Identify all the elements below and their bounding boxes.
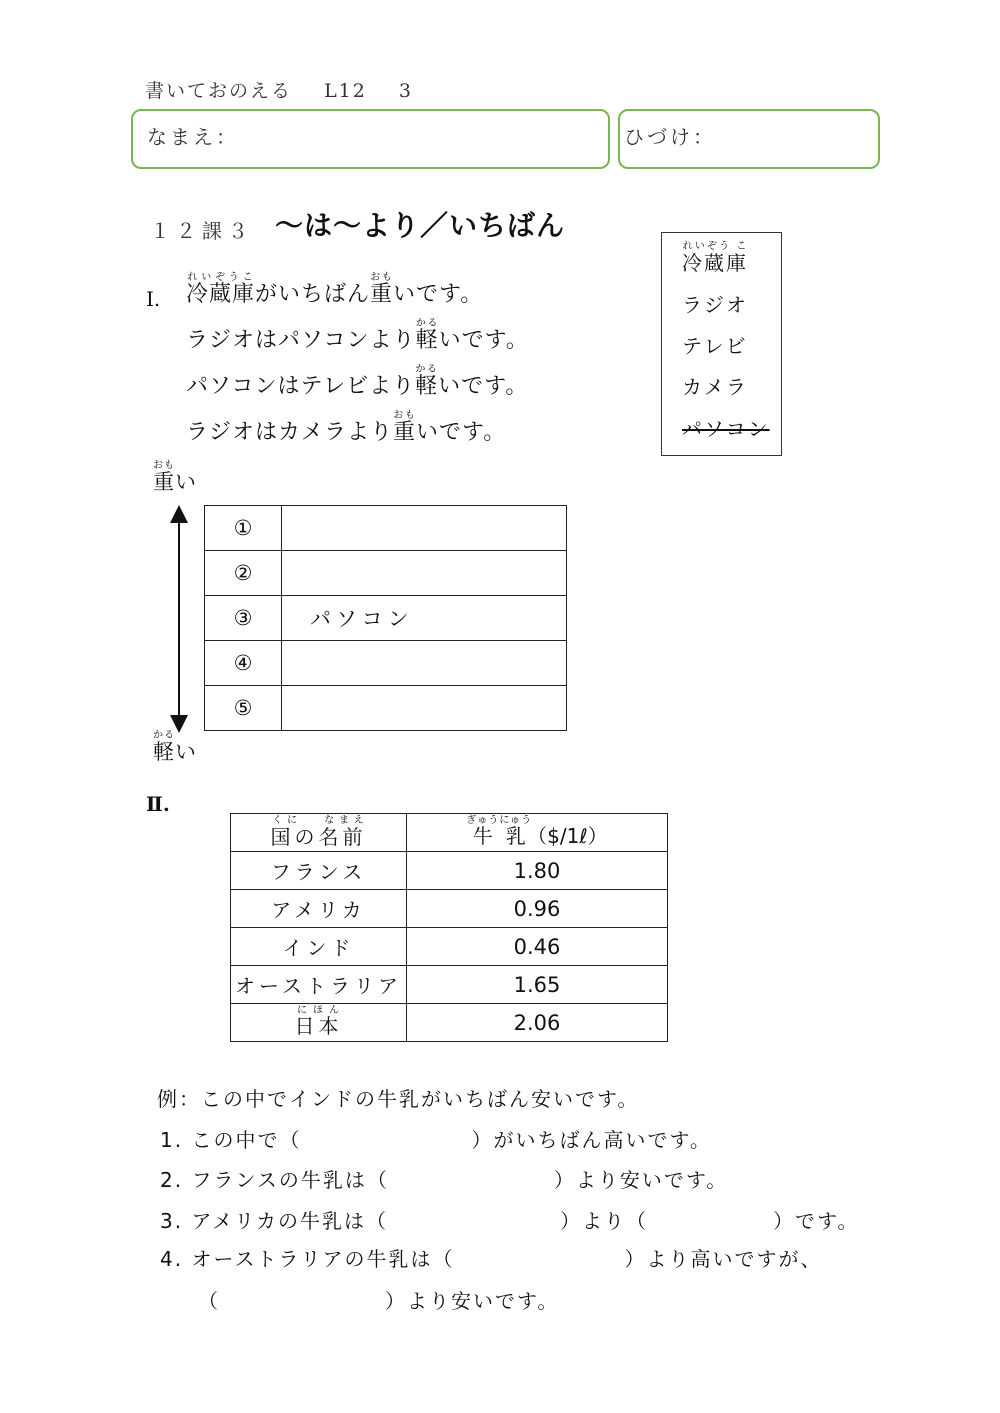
rank-number: ⑤ bbox=[205, 686, 282, 731]
price-cell: 2.06 bbox=[407, 1004, 668, 1042]
table-header-row bbox=[231, 814, 668, 852]
rank-answer-cell[interactable] bbox=[282, 506, 567, 551]
column-header-milk: 牛乳ぎゅうにゅう（$/1ℓ） bbox=[407, 814, 668, 852]
column-header-country: 国の名前くに なまえ bbox=[231, 814, 407, 852]
name-label: なまえ： bbox=[147, 125, 239, 149]
rank-answer-cell[interactable] bbox=[282, 686, 567, 731]
table-row bbox=[231, 928, 668, 966]
word-bank-item: ラジオ bbox=[682, 293, 748, 317]
table-row bbox=[205, 506, 567, 551]
word-bank-item: テレビ bbox=[682, 334, 748, 358]
table-row bbox=[231, 1004, 668, 1042]
sentence-4: ラジオはカメラより重おもいです。 bbox=[186, 410, 507, 445]
worksheet-title: 書いておのえる bbox=[145, 80, 293, 102]
rank-number: ④ bbox=[205, 641, 282, 686]
word-bank bbox=[661, 232, 782, 456]
rank-number: ② bbox=[205, 551, 282, 596]
price-cell: 0.46 bbox=[407, 928, 668, 966]
lesson-code: L12 bbox=[324, 80, 367, 102]
country-cell: 日本にほん bbox=[231, 1004, 407, 1042]
ranking-table bbox=[204, 505, 567, 731]
section-number: １２課３ bbox=[150, 219, 254, 243]
table-row bbox=[231, 890, 668, 928]
table-row bbox=[205, 641, 567, 686]
worksheet-number: 3 bbox=[398, 80, 413, 102]
price-cell: 1.65 bbox=[407, 966, 668, 1004]
arrow-shaft bbox=[178, 518, 180, 718]
section-title: ～は～より／いちばん bbox=[275, 209, 566, 242]
rank-answer-cell[interactable] bbox=[282, 641, 567, 686]
question-4: 4. オーストラリアの牛乳は（ ）より高いですが、 bbox=[160, 1247, 823, 1271]
sentence-2: ラジオはパソコンより軽かるいです。 bbox=[186, 318, 529, 353]
country-cell: オーストラリア bbox=[231, 966, 407, 1004]
name-field[interactable] bbox=[131, 109, 610, 169]
milk-price-table bbox=[230, 813, 668, 1042]
table-row bbox=[231, 852, 668, 890]
price-cell: 0.96 bbox=[407, 890, 668, 928]
rank-answer-cell[interactable]: パソコン bbox=[282, 596, 567, 641]
date-field[interactable] bbox=[618, 109, 880, 169]
rank-number: ① bbox=[205, 506, 282, 551]
table-row bbox=[205, 596, 567, 641]
part1-label: Ⅰ. bbox=[146, 287, 161, 311]
country-cell: アメリカ bbox=[231, 890, 407, 928]
rank-number: ③ bbox=[205, 596, 282, 641]
example-sentence: 例：この中でインドの牛乳がいちばん安いです。 bbox=[157, 1087, 640, 1111]
rank-answer-cell[interactable] bbox=[282, 551, 567, 596]
word-bank-item: 冷蔵庫れいぞう こ bbox=[682, 241, 748, 275]
word-bank-item: カメラ bbox=[682, 375, 748, 399]
part2-label: Ⅱ. bbox=[146, 792, 170, 816]
question-1: 1. この中で（ ）がいちばん高いです。 bbox=[160, 1128, 712, 1152]
word-bank-item-crossed: パソコン bbox=[682, 417, 770, 441]
sentence-1: 冷蔵庫れいぞうこがいちばん重おもいです。 bbox=[186, 272, 484, 307]
price-cell: 1.80 bbox=[407, 852, 668, 890]
table-row bbox=[205, 686, 567, 731]
sentence-3: パソコンはテレビより軽かるいです。 bbox=[186, 364, 529, 399]
date-label: ひづけ： bbox=[624, 125, 716, 149]
heavy-label: 重おもい bbox=[153, 460, 197, 494]
country-cell: フランス bbox=[231, 852, 407, 890]
light-label: 軽かるい bbox=[153, 730, 197, 764]
table-row bbox=[231, 966, 668, 1004]
country-cell: インド bbox=[231, 928, 407, 966]
question-2: 2. フランスの牛乳は（ ）より安いです。 bbox=[160, 1168, 729, 1192]
worksheet-header bbox=[145, 76, 437, 103]
question-4-continued: （ ）より安いです。 bbox=[198, 1289, 560, 1313]
table-row bbox=[205, 551, 567, 596]
question-3: 3. アメリカの牛乳は（ ）より（ ）です。 bbox=[160, 1209, 860, 1233]
